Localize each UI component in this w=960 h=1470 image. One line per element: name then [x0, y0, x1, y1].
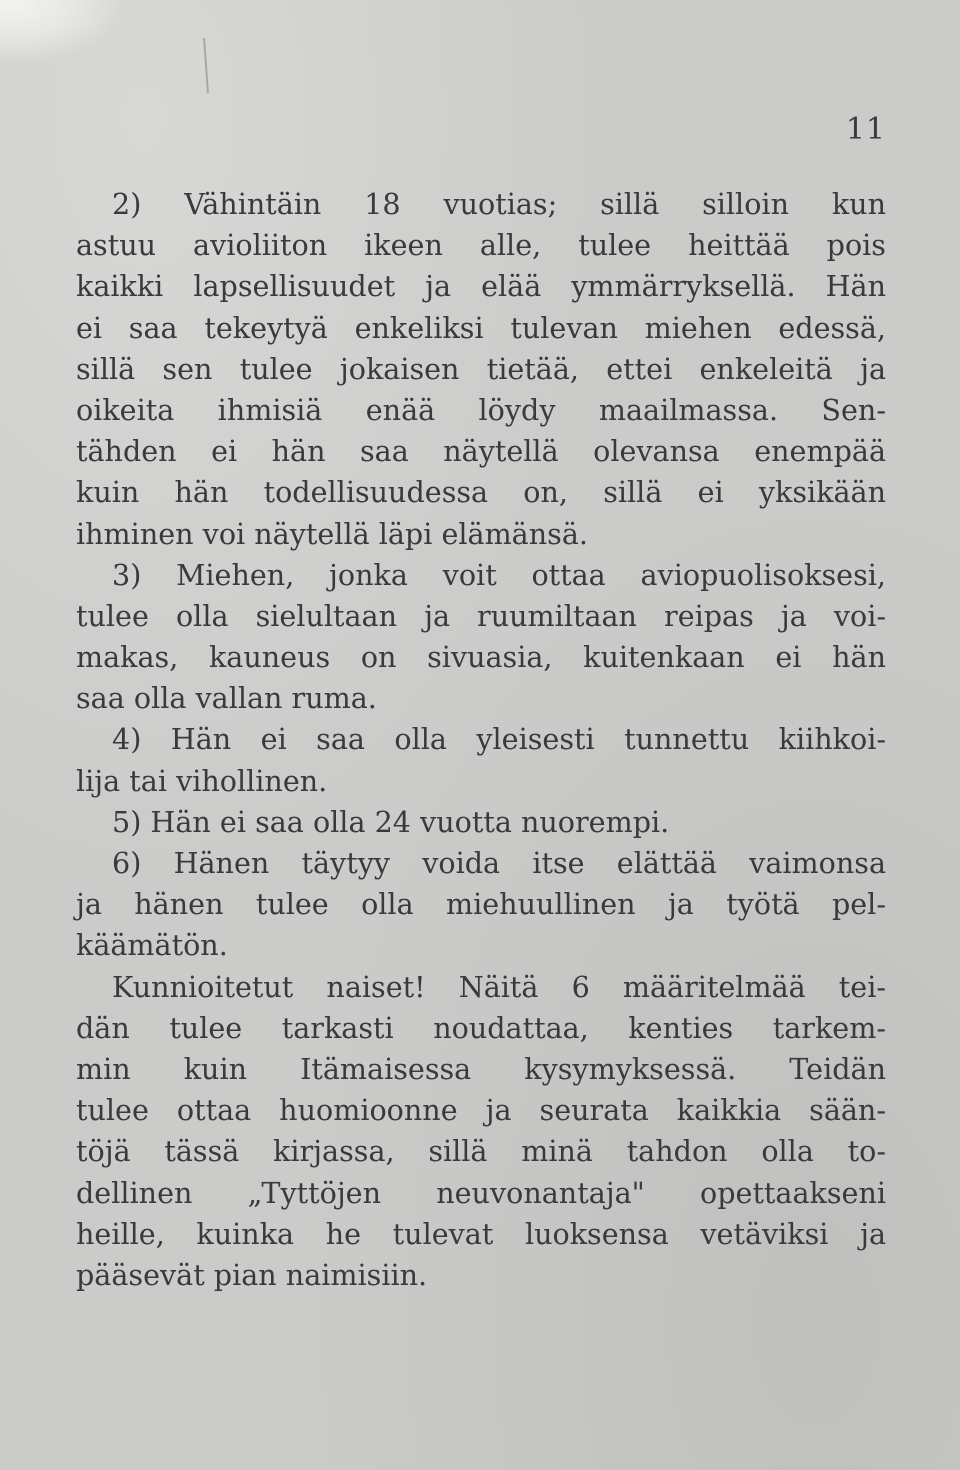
- paragraph: [76, 555, 886, 720]
- text-line: dän tulee tarkasti noudattaa, kenties tarkem-: [76, 1010, 886, 1045]
- text-line: 2) Vähintäin 18 vuotias; sillä silloin kun: [112, 187, 886, 221]
- paragraph: [76, 967, 886, 1297]
- text-line: makas, kauneus on sivuasia, kuitenkaan ei hän: [76, 640, 886, 675]
- text-line: dellinen „Tyttöjen neuvonantaja" opettaakseni: [76, 1175, 886, 1210]
- paragraph: [76, 184, 886, 555]
- body-text: [76, 184, 886, 1296]
- text-line: oikeita ihmisiä enää löydy maailmassa. Sen-: [76, 392, 886, 427]
- paper-scratch: [203, 38, 209, 93]
- paragraph: [76, 802, 886, 843]
- text-line: pääsevät pian naimisiin.: [76, 1257, 428, 1292]
- text-line: 5) Hän ei saa olla 24 vuotta nuorempi.: [112, 804, 670, 839]
- text-line: tähden ei hän saa näytellä olevansa enempää: [76, 434, 886, 469]
- text-line: ihminen voi näytellä läpi elämänsä.: [76, 516, 588, 551]
- text-line: kuin hän todellisuudessa on, sillä ei yksikään: [76, 475, 886, 510]
- text-line: 3) Miehen, jonka voit ottaa aviopuolisoksesi,: [112, 557, 886, 592]
- text-line: 4) Hän ei saa olla yleisesti tunnettu kiihkoi-: [112, 722, 886, 757]
- text-line: min kuin Itämaisessa kysymyksessä. Teidän: [76, 1051, 886, 1086]
- paragraph: [76, 719, 886, 801]
- text-line: tulee ottaa huomioonne ja seurata kaikkia sään-: [76, 1093, 886, 1128]
- text-line: töjä tässä kirjassa, sillä minä tahdon olla to-: [76, 1134, 886, 1169]
- text-line: heille, kuinka he tulevat luoksensa vetäviksi ja: [76, 1216, 886, 1251]
- text-line: käämätön.: [76, 928, 228, 963]
- text-line: ja hänen tulee olla miehuullinen ja työtä pel-: [76, 887, 886, 922]
- text-line: kaikki lapsellisuudet ja elää ymmärryksellä. Hän: [76, 269, 886, 304]
- text-line: tulee olla sielultaan ja ruumiltaan reipas ja voi-: [76, 598, 886, 633]
- text-line: sillä sen tulee jokaisen tietää, ettei enkeleitä ja: [76, 351, 886, 386]
- text-line: astuu avioliiton ikeen alle, tulee heittää pois: [76, 228, 886, 263]
- text-line: Kunnioitetut naiset! Näitä 6 määritelmää tei-: [112, 969, 886, 1004]
- page-number: 11: [845, 112, 886, 147]
- text-line: 6) Hänen täytyy voida itse elättää vaimonsa: [112, 846, 886, 880]
- text-line: saa olla vallan ruma.: [76, 681, 377, 716]
- paper-stain: [0, 0, 120, 60]
- text-line: ei saa tekeytyä enkeliksi tulevan miehen edessä,: [76, 310, 886, 345]
- paragraph: [76, 843, 886, 967]
- text-line: lija tai vihollinen.: [76, 763, 328, 798]
